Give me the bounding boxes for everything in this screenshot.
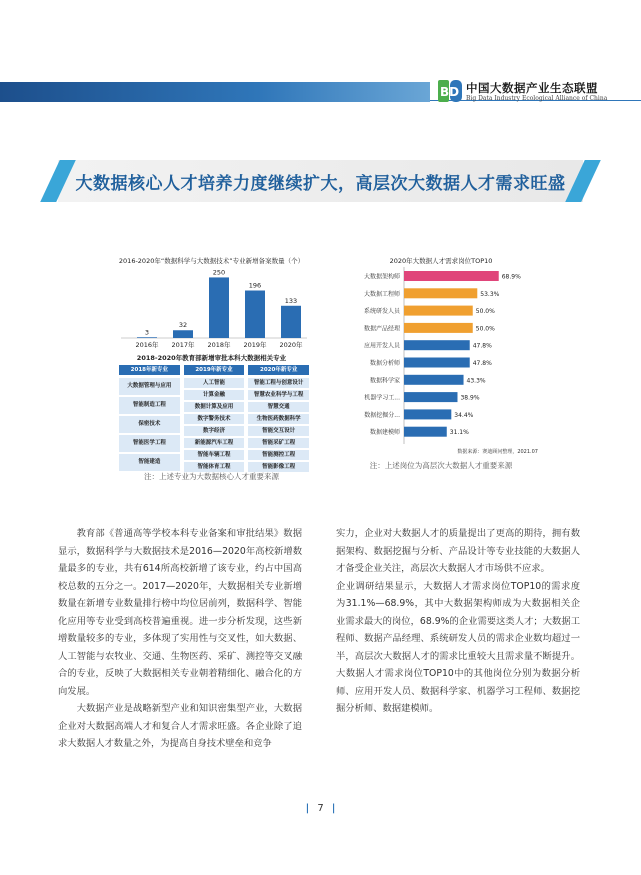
category-label: 大数据架构师 xyxy=(363,273,400,281)
category-label: 数据产品经理 xyxy=(363,325,400,333)
table-cell: 智能制造工程 xyxy=(119,397,180,414)
data-label: 47.8% xyxy=(472,360,492,367)
section-title: 大数据核心人才培养力度继续扩大，高层次大数据人才需求旺盛 xyxy=(75,174,566,194)
data-label: 31.1% xyxy=(449,429,469,437)
data-label: 38.9% xyxy=(460,394,480,402)
bar xyxy=(404,323,473,333)
tick-label: 2018年 xyxy=(207,341,231,349)
table-column xyxy=(184,365,245,474)
data-label: 47.8% xyxy=(472,342,492,350)
data-label: 50.0% xyxy=(475,325,495,333)
table-column xyxy=(248,365,309,474)
data-label: 43.3% xyxy=(466,377,486,385)
table-cell: 智能影像工程 xyxy=(248,462,309,472)
table-cell: 智能交互设计 xyxy=(248,426,309,436)
table-cell: 智能工程与创意设计 xyxy=(248,378,309,388)
bar xyxy=(173,330,193,338)
alliance-logo-icon xyxy=(437,78,463,104)
table-cell: 智能采矿工程 xyxy=(248,438,309,448)
category-label: 机器学习工... xyxy=(364,394,400,402)
bar xyxy=(281,306,301,338)
body-left-column xyxy=(58,525,302,753)
table-cell: 智能测控工程 xyxy=(248,450,309,460)
data-label: 68.9% xyxy=(501,273,521,281)
bar xyxy=(404,288,477,298)
table-cell: 数据计算及应用 xyxy=(184,402,245,412)
bar xyxy=(245,291,265,338)
data-label: 50.0% xyxy=(475,308,495,316)
org-name-en: Big Data Industry Ecological Alliance of China xyxy=(466,95,608,102)
footer-divider: | xyxy=(331,803,336,814)
paragraph: 实力，企业对大数据人才的质量提出了更高的期待，拥有数据架构、数据挖掘与分析、产品设计等专业技能的大数据人才备受企业关注，高层次大数据人才市场供不应求。 xyxy=(336,528,580,574)
left-figure-panel xyxy=(107,243,316,488)
table-cell: 智慧交通 xyxy=(248,402,309,412)
table-cell: 智能建造 xyxy=(119,454,180,471)
paragraph: 大数据产业是战略新型产业和知识密集型产业，大数据企业对大数据高端人才和复合人才需求旺盛。各企业除了追求大数据人才数量之外，为提高自身技术壁垒和竞争 xyxy=(58,703,302,749)
table-cell: 智慧农业科学与工程 xyxy=(248,390,309,400)
table-cell: 生物医药数据科学 xyxy=(248,414,309,424)
table-cell: 数字经济 xyxy=(184,426,245,436)
tick-label: 2020年 xyxy=(279,341,303,349)
major-table-title: 2018-2020年教育部新增审批本科大数据相关专业 xyxy=(136,354,287,362)
page-footer xyxy=(0,803,641,814)
top10-jobs-bar-chart xyxy=(336,265,546,445)
table-cell: 计算金融 xyxy=(184,390,245,400)
bar xyxy=(404,340,470,350)
tick-label: 2019年 xyxy=(243,341,267,349)
category-label: 数据挖掘分... xyxy=(364,411,400,419)
table-header: 2020年新专业 xyxy=(248,365,309,375)
table-cell: 数字警务技术 xyxy=(184,414,245,424)
table-header: 2019年新专业 xyxy=(184,365,245,375)
tick-label: 2016年 xyxy=(135,341,159,349)
data-label: 133 xyxy=(284,296,298,305)
table-cell: 智能医学工程 xyxy=(119,435,180,452)
table-cell: 智能车辆工程 xyxy=(184,450,245,460)
category-label: 应用开发人员 xyxy=(363,342,400,350)
right-figure-note: 注：上述岗位为高层次大数据人才重要来源 xyxy=(369,461,513,470)
bar xyxy=(404,375,464,385)
body-right-column xyxy=(336,525,580,718)
org-name-cn: 中国大数据产业生态联盟 xyxy=(466,81,598,95)
data-label: 250 xyxy=(212,268,226,277)
right-figure-panel xyxy=(336,243,546,488)
bar xyxy=(404,271,499,281)
data-label: 196 xyxy=(248,281,262,290)
bar-chart-title: 2016-2020年“数据科学与大数据技术”专业新增备案数量（个） xyxy=(118,257,305,265)
table-cell: 保密技术 xyxy=(119,416,180,433)
bar xyxy=(404,409,451,419)
category-label: 数据科学家 xyxy=(369,377,400,385)
header-bar xyxy=(0,82,430,102)
category-label: 数据分析师 xyxy=(369,360,400,367)
data-label: 3 xyxy=(144,328,150,337)
svg-text:BD: BD xyxy=(440,85,460,99)
data-label: 53.3% xyxy=(480,290,500,298)
left-figure-note: 注：上述专业为大数据核心人才重要来源 xyxy=(144,472,279,481)
page-number: 7 xyxy=(317,803,324,814)
bar xyxy=(404,392,457,402)
bar xyxy=(209,277,229,338)
category-label: 系统研发人员 xyxy=(363,308,400,316)
major-table xyxy=(119,365,309,474)
section-banner xyxy=(58,160,583,202)
table-cell: 人工智能 xyxy=(184,378,245,388)
bar xyxy=(404,306,473,316)
data-label: 34.4% xyxy=(454,411,474,419)
table-cell: 大数据管理与应用 xyxy=(119,378,180,395)
major-count-bar-chart xyxy=(107,265,316,350)
paragraph: 企业调研结果显示，大数据人才需求岗位TOP10的需求度为31.1%—68.9%，其中大数据架构师成为大数据相关企业需求最大的岗位，68.9%的企业需要这类人才；大数据工程师、数据产品经理、系统研发人员的需求企业数均超过一半，高层次大数据人才的需求比重较大且需求量不断提升。大数据人才需求岗位TOP10中的其他岗位分别为数据分析师、应用开发人员、数据科学家、机器学习工程师、数据挖掘分析师、数据建模师。 xyxy=(336,580,580,714)
tick-label: 2017年 xyxy=(171,341,195,349)
hbar-chart-title: 2020年大数据人才需求岗位TOP10 xyxy=(389,257,493,265)
footer-divider: | xyxy=(305,803,310,814)
category-label: 数据建模师 xyxy=(369,429,400,437)
bar xyxy=(137,337,157,338)
table-cell: 新能源汽车工程 xyxy=(184,438,245,448)
bar xyxy=(404,427,447,437)
paragraph: 教育部《普通高等学校本科专业备案和审批结果》数据显示，数据科学与大数据技术是2016—2020年高校新增数量最多的专业，共有614所高校新增了该专业，约占中国高校总数的五分之一。2017—2020年，大数据相关专业新增数量在新增专业数量排行榜中均位居前列，数据科学、智能化应用等专业受到高校普遍重视。进一步分析发现，这些新增数量较多的专业，多体现了实用性与交叉性，如大数据、人工智能与农牧业、交通、生物医药、采矿、测控等交叉融合的专业，反映了大数据相关专业朝着精细化、融合化的方向发展。 xyxy=(58,528,302,697)
data-label: 32 xyxy=(178,321,188,330)
table-cell: 智能体育工程 xyxy=(184,462,245,472)
category-label: 大数据工程师 xyxy=(363,290,400,298)
chart-source: 数据来源：赛迪顾问整理，2021.07 xyxy=(457,449,538,455)
bar xyxy=(404,358,470,368)
table-header: 2018年新专业 xyxy=(119,365,180,375)
table-column xyxy=(119,365,180,474)
